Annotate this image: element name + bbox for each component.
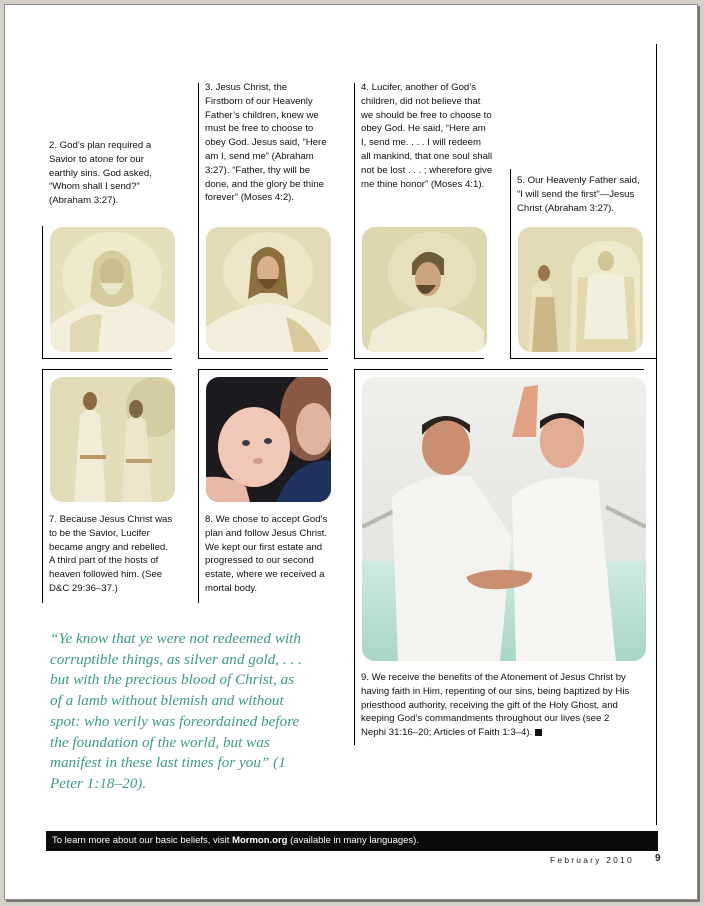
end-mark-icon [535,729,542,736]
row-rule-2b [198,369,328,370]
row-rule-1c [354,358,484,359]
column-rule-5 [42,369,43,603]
footer-tail-text: (available in many languages). [287,835,419,846]
column-rule-7 [354,369,355,745]
column-rule-1 [42,226,43,359]
caption-7: 7. Because Jesus Christ was to be the Savior, Lucifer became angry and rebelled. A third part of the hosts of heaven followed him. (See D&C 29:36–37.) [49,514,173,594]
scripture-pull-quote: “Ye know that ye were not redeemed with corruptible things, as silver and gold, . . . but with the precious blood of Christ, as of a lamb without blemish and without spot: who verily was foreordained before the foundation of the world, but was manifest in these last times for you” (1 Peter 1:18–20). [50,630,302,792]
caption-4: 4. Lucifer, another of God’s children, did not believe that we should be free to choose to obey God. He said, “Here am I, send me. . . . I will redeem all mankind, that one soul shall not be lost . . . ; wherefore give me thine honor” (Moses 4:1). [361,82,493,190]
illustration-father-sends-jesus [518,227,643,352]
caption-8: 8. We chose to accept God’s plan and follow Jesus Christ. We kept our first estate and progressed to our second estate, where we received a mortal body. [205,514,328,594]
caption-5: 5. Our Heavenly Father said, “I will send the first”—Jesus Christ (Abraham 3:27). [517,175,640,214]
row-rule-2c [354,369,644,370]
caption-2: 2. God’s plan required a Savior to atone for our earthly sins. God asked, “Whom shall I send?” (Abraham 3:27). [49,140,152,207]
column-rule-3 [354,83,355,359]
photo-mother-and-baby [206,377,331,502]
right-margin-rule [656,44,657,825]
caption-3: 3. Jesus Christ, the Firstborn of our Heavenly Father’s children, knew we must be free to choose to obey God. Jesus said, “Here am I, send me” (Abraham 3:27). “Father, thy will be done, and the glory be thine forever” (Moses 4:2). [205,82,327,204]
page-number: 9 [655,853,661,864]
caption-9-text: 9. We receive the benefits of the Atonement of Jesus Christ by having faith in Him, repenting of our sins, being baptized by His priesthood authority, receiving the gift of the Holy Ghost, and keeping God’s commandments throughout our lives (see 2 Nephi 31:16–20; Articles of Faith 1:3–4). [361,672,630,739]
folio-month: February 2010 [550,855,634,865]
row-rule-1b [198,358,328,359]
footer-lead-text: To learn more about our basic beliefs, visit [52,835,233,846]
row-rule-1d [510,358,656,359]
footer-site-link[interactable]: Mormon.org [232,835,288,846]
column-rule-2 [198,83,199,359]
footer-banner [46,831,658,851]
illustration-jesus-christ [206,227,331,352]
row-rule-2a [42,369,172,370]
caption-9 [361,671,633,740]
illustration-lucifer [362,227,487,352]
magazine-page [4,4,698,900]
illustration-lucifer-rebels [50,377,175,502]
column-rule-6 [198,369,199,603]
row-rule-1a [42,358,172,359]
photo-baptism [362,377,646,661]
column-rule-4 [510,169,511,359]
illustration-heavenly-father [50,227,175,352]
